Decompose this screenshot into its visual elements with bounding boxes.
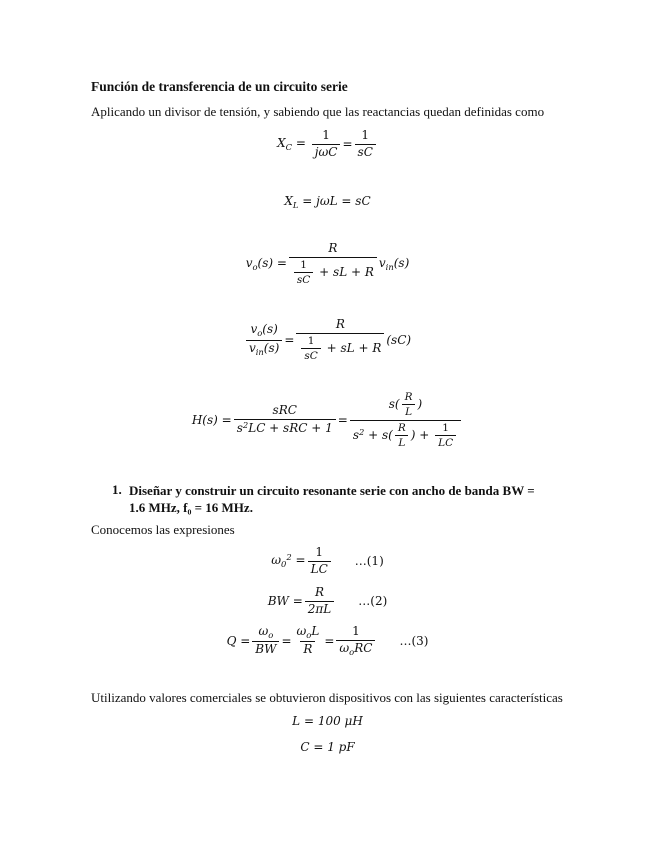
equation-transfer-ratio: $\frac{v_o(s)}{v_{in}(s)}$ = R $\frac{1}{sC}$ + sL + R (sC) [0,316,655,364]
equation-xc: $X_C$ = $\frac{1}{\text{jωC}}$ = $\frac{1}{sC}$ [0,126,655,162]
equation-vo: $v_o(s)$ = R $\frac{1}{sC}$ + sL + R $v_{in}(s)$ [245,241,410,286]
equation-tag-2: …(2) [358,594,388,608]
equation-q: Q = $\frac{\omega_o}{BW}$ = $\frac{\omega_oL}{R}$ = $\frac{1}{\omega_oRC}$ …(3) [226,623,429,657]
task-text: Diseñar y construir un circuito resonante serie con ancho de banda BW = 1.6 MHz, f₀ = 16 MHz. [129,483,535,515]
equation-omega0: $\omega_0^2$ = $\frac{1}{LC}$ …(1) [271,544,384,576]
equation-bw: BW = $\frac{R}{2\pi L}$ …(2) [267,584,388,616]
components-intro: Utilizando valores comerciales se obtuvieron dispositivos con las siguientes características [91,690,563,705]
section-title: Función de transferencia de un circuito serie [91,79,348,94]
equation-tag-3: …(3) [399,634,429,648]
task-number: 1. [112,482,122,497]
capacitance-value: C = 1 pF [300,740,355,754]
equation-tag-1: …(1) [354,554,384,568]
intro-paragraph: Aplicando un divisor de tensión, y sabiendo que las reactancias quedan definidas como [91,104,545,119]
inductance-value: L = 100 μH [292,714,363,728]
equation-xl: $X_L = j\omega L$ = sC [284,194,371,210]
expressions-intro: Conocemos las expresiones [91,522,235,537]
equation-h: H(s) = $\frac{\text{sRC}}{s^2LC + sRC + 1}$ = s( $\frac{R}{L}$ ) $s^2 + s$( $\frac{R}{L}$ ) + $\frac{1}{LC}$ [0,392,655,448]
